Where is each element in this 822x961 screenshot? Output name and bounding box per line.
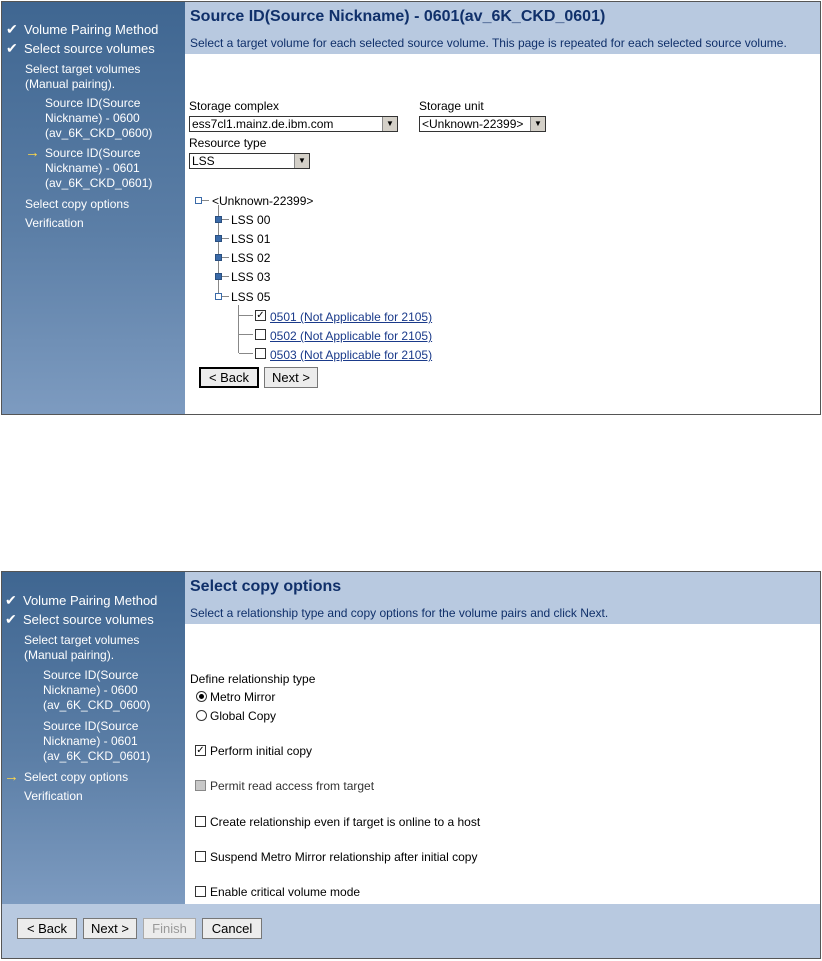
- current-step-arrow-icon: →: [4, 768, 19, 785]
- step-source-0601[interactable]: Source ID(Source Nickname) - 0601 (av_6K_CKD_0601): [43, 719, 151, 763]
- chevron-down-icon[interactable]: ▼: [530, 117, 545, 131]
- checkmark-icon: ✔: [6, 21, 18, 37]
- back-button[interactable]: < Back: [199, 367, 259, 388]
- step-select-source-volumes[interactable]: ✔ Select source volumes: [6, 40, 155, 56]
- global-copy-label: Global Copy: [210, 709, 277, 723]
- volume-0501-checkbox[interactable]: ✓: [256, 310, 265, 321]
- step-volume-pairing-method[interactable]: ✔ Volume Pairing Method: [5, 592, 158, 608]
- resource-type-select[interactable]: LSS ▼: [189, 153, 310, 169]
- cancel-button[interactable]: Cancel: [202, 918, 262, 939]
- page-title: Select copy options: [190, 578, 342, 595]
- tree-line: [202, 200, 209, 201]
- step-verification[interactable]: Verification: [25, 216, 84, 230]
- current-step-arrow-icon: →: [25, 144, 40, 161]
- step-select-target-volumes[interactable]: Select target volumes (Manual pairing).: [24, 633, 140, 662]
- resource-type-label: Resource type: [189, 136, 267, 150]
- tree-root-node[interactable]: <Unknown-22399>: [212, 194, 314, 208]
- tree-expand-icon[interactable]: [215, 216, 222, 223]
- tree-expand-icon[interactable]: [215, 235, 222, 242]
- step-select-copy-options[interactable]: → Select copy options: [4, 768, 129, 785]
- step-select-source-volumes[interactable]: ✔ Select source volumes: [5, 611, 154, 627]
- step-select-target-volumes[interactable]: Select target volumes (Manual pairing).: [25, 62, 141, 91]
- global-copy-radio[interactable]: [196, 710, 207, 721]
- metro-mirror-radio[interactable]: [196, 691, 207, 702]
- step-source-0601[interactable]: → Source ID(Source Nickname) - 0601 (av_6K_CKD_0601): [25, 144, 153, 190]
- tree-collapse-icon[interactable]: [195, 197, 202, 204]
- create-relationship-online-label: Create relationship even if target is online to a host: [210, 815, 481, 829]
- page-description: Select a target volume for each selected source volume. This page is repeated for each selected source volume.: [190, 36, 787, 50]
- suspend-metro-mirror-label: Suspend Metro Mirror relationship after initial copy: [210, 850, 478, 864]
- step-source-0600[interactable]: Source ID(Source Nickname) - 0600 (av_6K_CKD_0600): [43, 668, 151, 712]
- relationship-type-label: Define relationship type: [190, 672, 316, 686]
- tree-line: [222, 238, 229, 239]
- back-button[interactable]: < Back: [17, 918, 77, 939]
- storage-complex-label: Storage complex: [189, 99, 280, 113]
- wizard-footer: [2, 904, 820, 958]
- checkmark-icon: ✔: [6, 40, 18, 56]
- storage-complex-select[interactable]: ess7cl1.mainz.de.ibm.com ▼: [189, 116, 398, 132]
- volume-0503-link[interactable]: 0503 (Not Applicable for 2105): [270, 348, 433, 362]
- next-button[interactable]: Next >: [83, 918, 137, 939]
- wizard-steps-sidebar: [2, 2, 185, 414]
- step-volume-pairing-method[interactable]: ✔ Volume Pairing Method: [6, 21, 159, 37]
- tree-expand-icon[interactable]: [215, 254, 222, 261]
- copy-options-wizard-panel: [1, 571, 821, 959]
- page-header: [185, 572, 820, 624]
- chevron-down-icon[interactable]: ▼: [294, 154, 309, 168]
- tree-expand-icon[interactable]: [215, 273, 222, 280]
- page-header: [185, 2, 820, 54]
- tree-line: [222, 257, 229, 258]
- tree-line: [222, 296, 229, 297]
- checkmark-icon: ✔: [5, 611, 17, 627]
- page-title: Source ID(Source Nickname) - 0601(av_6K_CKD_0601): [190, 8, 606, 25]
- tree-node-lss00[interactable]: LSS 00: [231, 213, 271, 227]
- checkmark-icon: ✔: [5, 592, 17, 608]
- metro-mirror-label: Metro Mirror: [210, 690, 276, 704]
- tree-node-lss02[interactable]: LSS 02: [231, 251, 271, 265]
- tree-line: [239, 315, 253, 316]
- tree-collapse-icon[interactable]: [215, 293, 222, 300]
- tree-line: [238, 305, 239, 353]
- tree-line: [239, 353, 253, 354]
- step-source-0600[interactable]: Source ID(Source Nickname) - 0600 (av_6K_CKD_0600): [45, 96, 153, 140]
- volume-0502-checkbox[interactable]: [255, 329, 266, 340]
- chevron-down-icon[interactable]: ▼: [382, 117, 397, 131]
- step-select-copy-options[interactable]: Select copy options: [25, 197, 130, 211]
- tree-node-lss05[interactable]: LSS 05: [231, 290, 271, 304]
- tree-line: [239, 334, 253, 335]
- wizard-steps-sidebar: [2, 572, 185, 904]
- perform-initial-copy-label: Perform initial copy: [210, 744, 313, 758]
- permit-read-access-checkbox: [195, 780, 206, 791]
- step-verification[interactable]: Verification: [24, 789, 83, 803]
- volume-0502-link[interactable]: 0502 (Not Applicable for 2105): [270, 329, 433, 343]
- tree-node-lss03[interactable]: LSS 03: [231, 270, 271, 284]
- storage-unit-select[interactable]: <Unknown-22399> ▼: [419, 116, 546, 132]
- page-description: Select a relationship type and copy options for the volume pairs and click Next.: [190, 606, 609, 620]
- storage-unit-label: Storage unit: [419, 99, 484, 113]
- suspend-metro-mirror-checkbox[interactable]: [195, 851, 206, 862]
- create-relationship-online-checkbox[interactable]: [195, 816, 206, 827]
- next-button[interactable]: Next >: [264, 367, 318, 388]
- critical-volume-mode-checkbox[interactable]: [195, 886, 206, 897]
- perform-initial-copy-checkbox[interactable]: ✓: [196, 745, 205, 756]
- volume-0503-checkbox[interactable]: [255, 348, 266, 359]
- critical-volume-mode-label: Enable critical volume mode: [210, 885, 361, 899]
- finish-button: Finish: [143, 918, 196, 939]
- tree-line: [222, 219, 229, 220]
- volume-0501-link[interactable]: 0501 (Not Applicable for 2105): [270, 310, 433, 324]
- tree-line: [222, 276, 229, 277]
- tree-node-lss01[interactable]: LSS 01: [231, 232, 271, 246]
- permit-read-access-label: Permit read access from target: [210, 779, 375, 793]
- target-volume-wizard-panel: [1, 1, 821, 415]
